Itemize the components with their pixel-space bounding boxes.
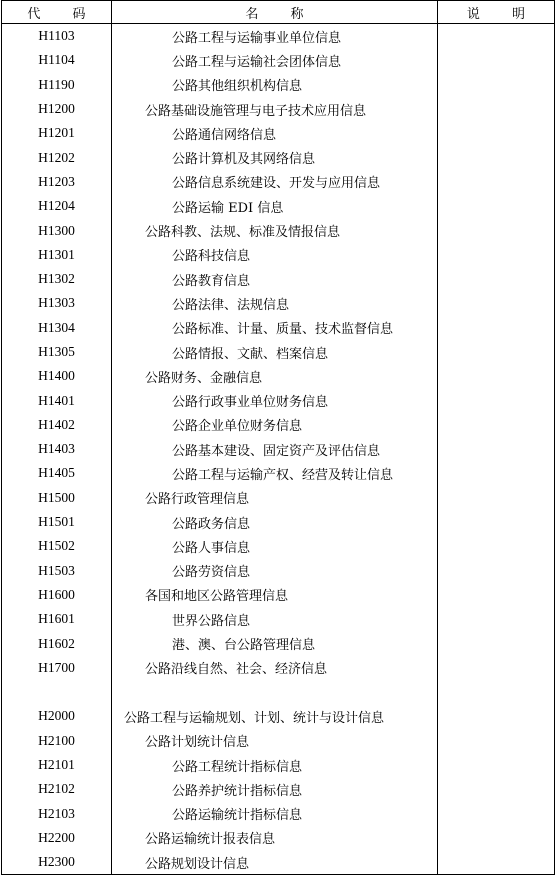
row-name: 公路教育信息 bbox=[112, 267, 438, 291]
row-code: H1305 bbox=[2, 340, 112, 364]
table-row bbox=[2, 559, 555, 583]
table-row bbox=[2, 437, 555, 461]
row-note bbox=[438, 437, 555, 461]
row-note bbox=[438, 388, 555, 412]
row-note bbox=[438, 802, 555, 826]
row-code bbox=[2, 680, 112, 704]
row-name: 公路工程与运输规划、计划、统计与设计信息 bbox=[112, 704, 438, 728]
row-note bbox=[438, 24, 555, 49]
table-row bbox=[2, 802, 555, 826]
row-note bbox=[438, 218, 555, 242]
row-name: 公路其他组织机构信息 bbox=[112, 73, 438, 97]
row-note bbox=[438, 316, 555, 340]
table-row bbox=[2, 340, 555, 364]
row-note bbox=[438, 73, 555, 97]
row-note bbox=[438, 680, 555, 704]
row-code: H1301 bbox=[2, 243, 112, 267]
row-name: 公路基础设施管理与电子技术应用信息 bbox=[112, 97, 438, 121]
row-code: H2101 bbox=[2, 753, 112, 777]
row-note bbox=[438, 170, 555, 194]
row-name: 公路工程与运输产权、经营及转让信息 bbox=[112, 461, 438, 485]
table-row bbox=[2, 631, 555, 655]
row-note bbox=[438, 291, 555, 315]
table-row bbox=[2, 729, 555, 753]
row-note bbox=[438, 753, 555, 777]
row-code: H1200 bbox=[2, 97, 112, 121]
row-note bbox=[438, 97, 555, 121]
row-code: H2300 bbox=[2, 850, 112, 875]
row-note bbox=[438, 48, 555, 72]
row-note bbox=[438, 631, 555, 655]
row-note bbox=[438, 510, 555, 534]
table-row bbox=[2, 413, 555, 437]
table-row bbox=[2, 753, 555, 777]
row-note bbox=[438, 486, 555, 510]
row-code: H1201 bbox=[2, 121, 112, 145]
header-note: 说 明 bbox=[438, 1, 555, 24]
table-row bbox=[2, 218, 555, 242]
table-row bbox=[2, 777, 555, 801]
header-name: 名 称 bbox=[112, 1, 438, 24]
row-name: 公路规划设计信息 bbox=[112, 850, 438, 875]
row-name bbox=[112, 680, 438, 704]
row-code: H1300 bbox=[2, 218, 112, 242]
row-code: H1402 bbox=[2, 413, 112, 437]
row-name: 公路劳资信息 bbox=[112, 559, 438, 583]
row-note bbox=[438, 267, 555, 291]
table-row bbox=[2, 656, 555, 680]
row-code: H1303 bbox=[2, 291, 112, 315]
table-row bbox=[2, 291, 555, 315]
row-note bbox=[438, 850, 555, 875]
row-note bbox=[438, 364, 555, 388]
row-code: H1204 bbox=[2, 194, 112, 218]
row-note bbox=[438, 340, 555, 364]
row-code: H1202 bbox=[2, 145, 112, 169]
row-code: H2000 bbox=[2, 704, 112, 728]
table-row bbox=[2, 194, 555, 218]
row-name: 公路标准、计量、质量、技术监督信息 bbox=[112, 316, 438, 340]
row-name: 公路信息系统建设、开发与应用信息 bbox=[112, 170, 438, 194]
row-code: H2100 bbox=[2, 729, 112, 753]
code-table bbox=[1, 0, 555, 875]
table-row bbox=[2, 267, 555, 291]
table-row bbox=[2, 607, 555, 631]
row-name: 公路沿线自然、社会、经济信息 bbox=[112, 656, 438, 680]
table-row bbox=[2, 316, 555, 340]
row-name: 世界公路信息 bbox=[112, 607, 438, 631]
row-name: 各国和地区公路管理信息 bbox=[112, 583, 438, 607]
row-name: 公路企业单位财务信息 bbox=[112, 413, 438, 437]
row-note bbox=[438, 729, 555, 753]
table-row bbox=[2, 486, 555, 510]
row-name: 港、澳、台公路管理信息 bbox=[112, 631, 438, 655]
row-note bbox=[438, 583, 555, 607]
table-row bbox=[2, 704, 555, 728]
row-name: 公路财务、金融信息 bbox=[112, 364, 438, 388]
header-row bbox=[2, 1, 555, 24]
table-row bbox=[2, 680, 555, 704]
row-code: H1400 bbox=[2, 364, 112, 388]
table-row bbox=[2, 48, 555, 72]
row-code: H1304 bbox=[2, 316, 112, 340]
row-name: 公路科技信息 bbox=[112, 243, 438, 267]
row-code: H1302 bbox=[2, 267, 112, 291]
table-row bbox=[2, 97, 555, 121]
table-row bbox=[2, 145, 555, 169]
row-name: 公路计算机及其网络信息 bbox=[112, 145, 438, 169]
row-code: H1503 bbox=[2, 559, 112, 583]
row-code: H1405 bbox=[2, 461, 112, 485]
row-code: H2102 bbox=[2, 777, 112, 801]
row-code: H1502 bbox=[2, 534, 112, 558]
row-note bbox=[438, 704, 555, 728]
row-name: 公路行政管理信息 bbox=[112, 486, 438, 510]
row-code: H1500 bbox=[2, 486, 112, 510]
row-code: H1602 bbox=[2, 631, 112, 655]
row-note bbox=[438, 461, 555, 485]
row-name: 公路工程与运输社会团体信息 bbox=[112, 48, 438, 72]
row-code: H1403 bbox=[2, 437, 112, 461]
row-code: H2103 bbox=[2, 802, 112, 826]
row-name: 公路科教、法规、标准及情报信息 bbox=[112, 218, 438, 242]
table-row bbox=[2, 24, 555, 49]
table-row bbox=[2, 583, 555, 607]
row-note bbox=[438, 559, 555, 583]
row-name: 公路工程统计指标信息 bbox=[112, 753, 438, 777]
table-row bbox=[2, 826, 555, 850]
table-row bbox=[2, 170, 555, 194]
table-row bbox=[2, 534, 555, 558]
row-code: H1103 bbox=[2, 24, 112, 49]
row-name: 公路计划统计信息 bbox=[112, 729, 438, 753]
row-name: 公路政务信息 bbox=[112, 510, 438, 534]
table-row bbox=[2, 850, 555, 875]
row-note bbox=[438, 607, 555, 631]
row-name: 公路法律、法规信息 bbox=[112, 291, 438, 315]
row-note bbox=[438, 826, 555, 850]
table-row bbox=[2, 243, 555, 267]
row-note bbox=[438, 194, 555, 218]
table-row bbox=[2, 364, 555, 388]
row-name: 公路运输统计报表信息 bbox=[112, 826, 438, 850]
row-name: 公路人事信息 bbox=[112, 534, 438, 558]
row-note bbox=[438, 777, 555, 801]
table-row bbox=[2, 121, 555, 145]
table-row bbox=[2, 461, 555, 485]
row-name: 公路养护统计指标信息 bbox=[112, 777, 438, 801]
row-code: H1501 bbox=[2, 510, 112, 534]
row-code: H2200 bbox=[2, 826, 112, 850]
row-name: 公路情报、文献、档案信息 bbox=[112, 340, 438, 364]
row-code: H1203 bbox=[2, 170, 112, 194]
row-name: 公路工程与运输事业单位信息 bbox=[112, 24, 438, 49]
row-name: 公路通信网络信息 bbox=[112, 121, 438, 145]
row-name: 公路运输 EDI 信息 bbox=[112, 194, 438, 218]
table-body bbox=[2, 24, 555, 875]
row-code: H1104 bbox=[2, 48, 112, 72]
row-code: H1190 bbox=[2, 73, 112, 97]
row-code: H1700 bbox=[2, 656, 112, 680]
row-note bbox=[438, 656, 555, 680]
table-row bbox=[2, 73, 555, 97]
row-code: H1401 bbox=[2, 388, 112, 412]
row-note bbox=[438, 121, 555, 145]
header-code: 代 码 bbox=[2, 1, 112, 24]
row-code: H1600 bbox=[2, 583, 112, 607]
row-note bbox=[438, 413, 555, 437]
row-code: H1601 bbox=[2, 607, 112, 631]
table-row bbox=[2, 510, 555, 534]
row-name: 公路运输统计指标信息 bbox=[112, 802, 438, 826]
row-note bbox=[438, 243, 555, 267]
row-name: 公路基本建设、固定资产及评估信息 bbox=[112, 437, 438, 461]
row-note bbox=[438, 534, 555, 558]
row-name: 公路行政事业单位财务信息 bbox=[112, 388, 438, 412]
table-row bbox=[2, 388, 555, 412]
row-note bbox=[438, 145, 555, 169]
